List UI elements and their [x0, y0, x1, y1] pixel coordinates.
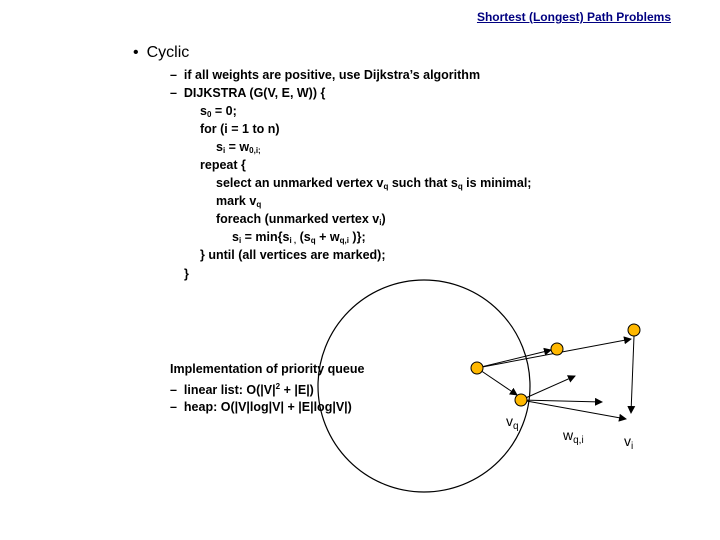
line-until: } until (all vertices are marked);: [200, 248, 386, 262]
line-si-init: $s_i = w_{0,i;}$: [216, 140, 261, 155]
label-vq: $v_q$: [506, 413, 519, 432]
node-b: [551, 343, 563, 355]
edge-a-to-b: [477, 350, 551, 368]
edge-c-to-vi: [631, 336, 634, 413]
edge-a-to-vq: [477, 368, 517, 395]
line-foreach: foreach (unmarked vertex $v_i$): [216, 212, 386, 227]
node-vq: [515, 394, 527, 406]
line-for: for (i = 1 to n): [200, 122, 280, 136]
impl-heap: – heap: O(|V|log|V| + |E|log|V|): [170, 400, 352, 414]
label-vi: $v_i$: [624, 433, 634, 452]
impl-title: Implementation of priority queue: [170, 362, 365, 376]
line-select: select an unmarked vertex $v_q$ such that $s_q$ is minimal;: [216, 176, 532, 191]
line-mark: mark $v_q$: [216, 194, 262, 209]
marked-set-circle: [318, 280, 530, 492]
edge-vq-to-vi: [521, 400, 626, 419]
slide-title: Shortest (Longest) Path Problems: [476, 10, 671, 24]
bullet-text: Cyclic: [146, 44, 190, 61]
node-c: [628, 324, 640, 336]
line-repeat: repeat {: [200, 158, 246, 172]
line-close-brace: }: [184, 267, 189, 281]
line-s0: $s_0 = 0$;: [200, 104, 237, 119]
bullet-dot: •: [133, 44, 139, 61]
line-dijkstra-header: – DIJKSTRA (G(V, E, W)) {: [170, 86, 326, 100]
node-a: [471, 362, 483, 374]
line-relax: $s_i = \min\{s_{i ,}$ ($s_q + w_{q,i}$ )};: [232, 230, 366, 245]
label-wqi: $w_{q,i}$: [563, 427, 584, 446]
impl-linear-list: – linear list: $O(|V|^2 + |E|)$: [170, 382, 314, 397]
line-positive-weights: – if all weights are positive, use Dijkstra’s algorithm: [170, 68, 481, 82]
edge-vq-to-d: [521, 376, 575, 400]
